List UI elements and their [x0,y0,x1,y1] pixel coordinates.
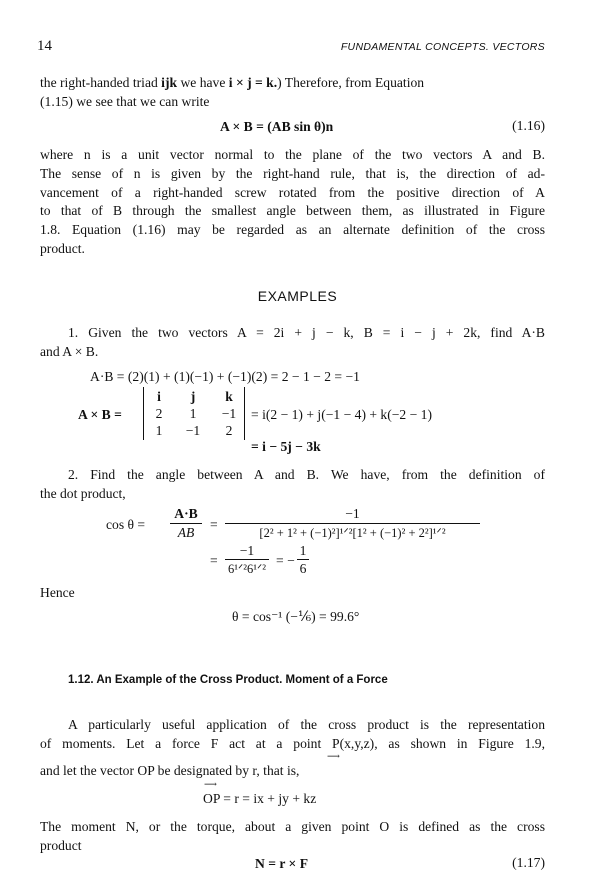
example-2-statement: 2. Find the angle between A and B. We have, from the definition of [68,467,545,482]
cos-lhs: cos θ = [106,517,146,532]
section-heading: 1.12. An Example of the Cross Product. Moment of a Force [68,674,388,686]
intro-line-1: the right-handed triad ijk we have i × j = k.) Therefore, from Equation [40,75,425,90]
det-cell: i [157,389,161,404]
intro-line-2: (1.15) we see that we can write [40,94,210,109]
cross-product-lhs: A × B = [78,407,122,422]
vector-arrow-icon: ⟶ [327,751,340,761]
det-cell: −1 [221,406,237,421]
theta-equation: θ = cos⁻¹ (−⅙) = 99.6° [232,609,360,624]
cos-num-3: −1 [239,543,255,558]
example-1-statement-cont: and A × B. [40,344,99,359]
det-cell: j [190,389,196,404]
cross-product-rhs: = i(2 − 1) + j(−1 − 4) + k(−2 − 1) [251,407,433,422]
example-1-statement: 1. Given the two vectors A = 2i + j − k, B = i − j + 2k, find A·B [68,325,545,340]
para1-line: to that of B through the smallest angle between them, as illustrated in Figure [40,203,545,219]
cos-num-1: A·B [174,506,198,521]
cos-num-4: 1 [299,543,307,558]
op-equation: OP = r = ix + jy + kz [203,791,317,806]
cross-product-result: = i − 5j − 3k [251,439,321,454]
det-cell: 1 [189,406,197,421]
det-cell: 2 [225,423,233,438]
cos-equals-2: = [210,553,218,568]
vector-arrow-icon: ⟶ [204,779,217,789]
para2-line: The moment N, or the torque, about a given point O is defined as the cross [40,819,545,834]
det-cell: k [225,389,233,404]
para2-line: product [40,838,82,853]
para2-line: A particularly useful application of the cross product is the representation [68,717,545,732]
cos-num-2: −1 [345,506,360,521]
det-cell: −1 [185,423,201,438]
cos-equals: = [210,517,218,532]
para1-line: The sense of n is given by the right-hand rule, that is, the direction of ad- [40,165,545,181]
cos-den-3: 6¹ᐟ²6¹ᐟ² [227,562,267,576]
hence-label: Hence [40,585,75,600]
equation-1-17: N = r × F [255,856,308,871]
cos-equals-3: = − [276,553,295,568]
cos-den-1: AB [177,525,195,540]
paragraph-cross-product-direction [40,146,545,259]
equation-number-1-16: (1.16) [512,118,545,133]
examples-heading: EXAMPLES [257,288,338,304]
equation-1-16: A × B = (AB sin θ)n [220,119,334,134]
cos-den-4: 6 [299,561,307,576]
equation-number-1-17: (1.17) [512,855,545,870]
para2-line: and let the vector OP be designated by r, that is, [40,763,300,778]
determinant-matrix [143,387,245,440]
running-title: FUNDAMENTAL CONCEPTS. VECTORS [340,41,545,53]
para1-line: 1.8. Equation (1.16) may be regarded as an alternate definition of the cross [40,222,545,238]
det-cell: 1 [155,423,163,438]
para1-line: where n is a unit vector normal to the plane of the two vectors A and B. [40,147,545,162]
para1-line: vancement of a right-handed screw rotated from the positive direction of A [40,184,545,200]
example-2-statement-cont: the dot product, [40,486,126,501]
para2-line: of moments. Let a force F act at a point P(x,y,z), as shown in Figure 1.9, [40,736,545,751]
page-number: 14 [37,38,52,54]
cos-den-2: [2² + 1² + (−1)²]¹ᐟ²[1² + (−1)² + 2²]¹ᐟ² [259,526,446,540]
para1-line: product. [40,240,85,256]
dot-product-equation: A·B = (2)(1) + (1)(−1) + (−1)(2) = 2 − 1 − 2 = −1 [90,369,360,384]
det-cell: 2 [155,406,163,421]
